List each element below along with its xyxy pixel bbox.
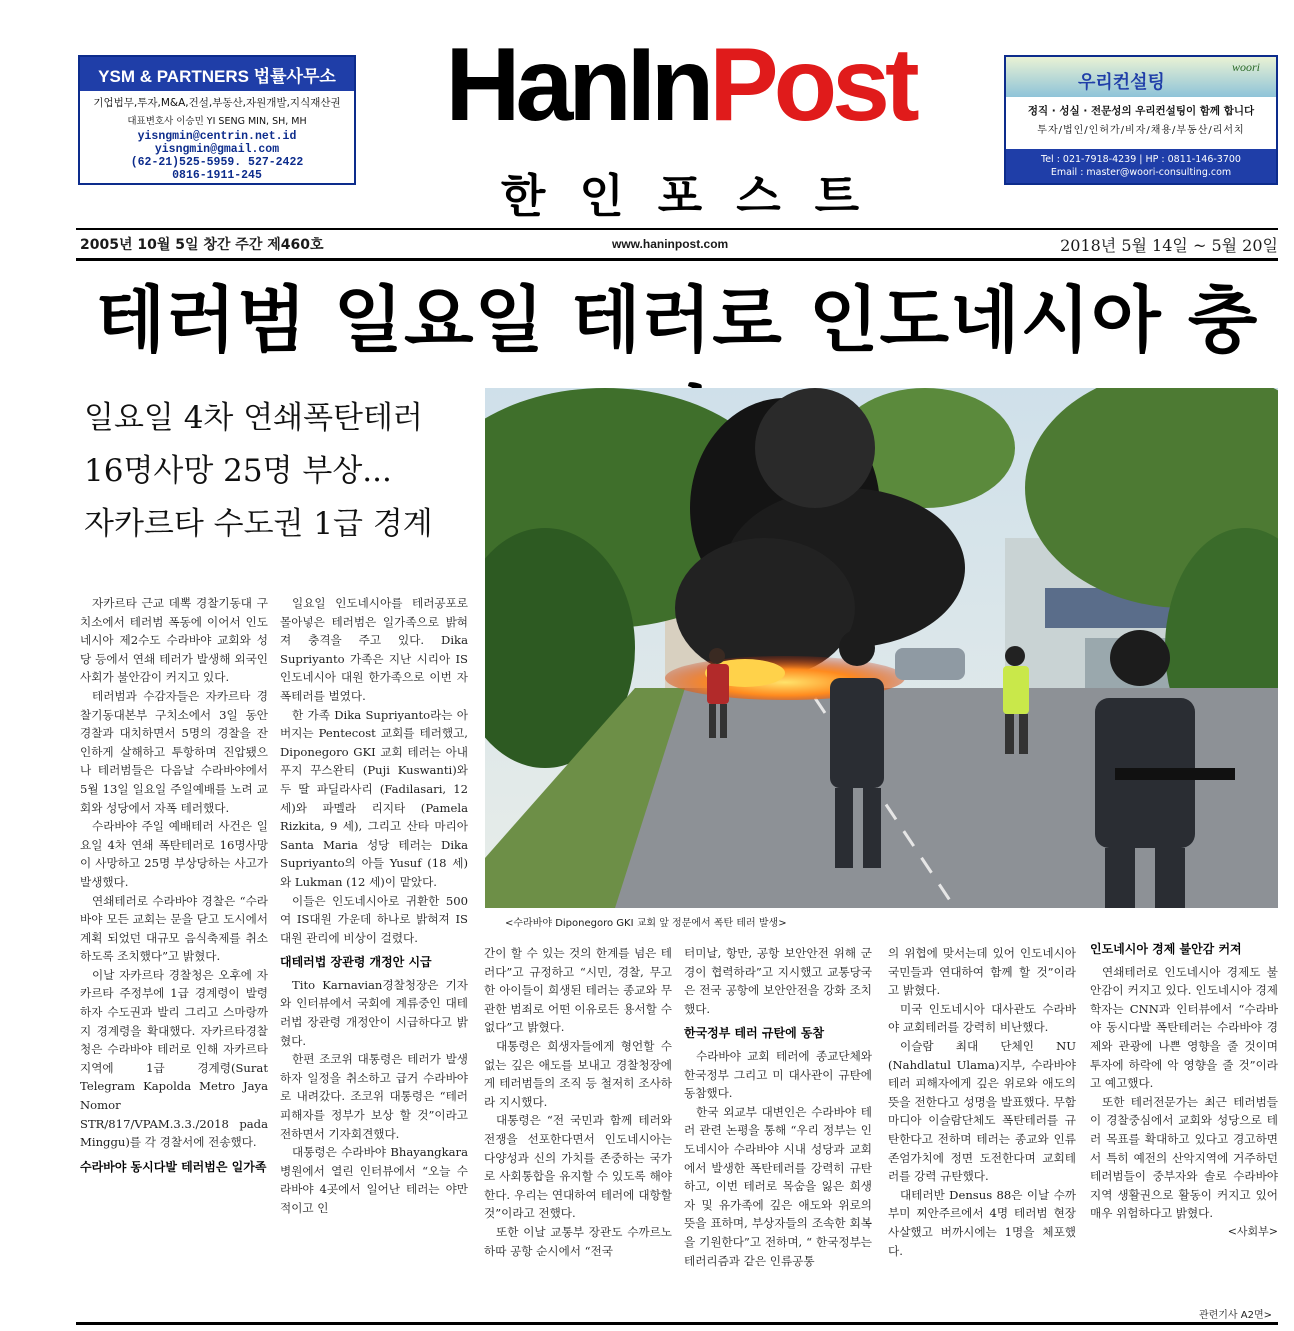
article-column-2 (280, 594, 468, 1320)
law-firm-name: YSM & PARTNERS 법률사무소 (80, 57, 354, 91)
consulting-email[interactable]: Email : master@woori-consulting.com (1050, 167, 1232, 178)
article-paragraph: 간이 할 수 있는 것의 한계를 넘은 테러다”고 규정하고 “시민, 경찰, 무고한 아이들이 희생된 테러는 종교와 무관한 범죄로 어떤 이유로든 용서할 수 없다”고 밝혔다. (484, 946, 672, 1035)
law-firm-phone-2: 0816-1911-245 (172, 169, 262, 182)
law-firm-email-1[interactable]: yisngmin@centrin.net.id (137, 130, 297, 143)
article-paragraph: 테러범과 수감자들은 자카르타 경찰기동대본부 구치소에서 3일 동안 경찰과 대치하면서 5명의 경찰을 잔인하게 살해하고 투항하며 진압됐으나 테러범들은 다음날 수라바야에서 5월 13일 일요일 주일예배를 노려 교회와 성당에서 자폭 테러했다. (80, 688, 268, 815)
law-firm-services: 기업법무,투자,M&A,건설,부동산,자원개발,지식재산권 (93, 97, 341, 109)
sub-headline-line: 일요일 4차 연쇄폭탄테러 (84, 400, 423, 436)
article-subheading: 대테러법 장관령 개정안 시급 (280, 955, 432, 970)
consulting-ad-banner (1006, 57, 1276, 97)
consulting-tel: Tel : 021-7918-4239 | HP : 0811-146-3700 (1041, 154, 1241, 165)
article-paragraph: 대통령은 희생자들에게 형언할 수 없는 깊은 애도를 보내고 경찰청장에게 테러범들의 조직 등 철저히 조사하라 지시했다. (484, 1038, 672, 1109)
page-bottom-rule (76, 1322, 1278, 1325)
photo-caption: <수라바야 Diponegoro GKI 교회 앞 정문에서 폭탄 테러 발생> (505, 918, 787, 929)
article-paragraph: 한 가족 Dika Supriyanto라는 아버지는 Pentecost 교회를 테러했고, Diponegoro GKI 교회 테러는 아내 푸지 꾸스완티 (Puji Kuswanti)와 두 딸 파딜라사리 (Fadilasari, 12 세)와 파멜라 리지타 (Pamela Rizkita, 9 세), 그리고 산타 마리아 Santa Maria 성당 테러는 Dika Supriyanto의 아들 Yusuf (18 세)와 Lukman (12 세)이 맡았다. (280, 707, 468, 889)
consulting-brand-logo: woori (1231, 60, 1260, 74)
news-photo (485, 388, 1278, 908)
sub-headline-line: 자카르타 수도권 1급 경계 (84, 506, 433, 542)
article-paragraph: 일요일 인도네시아를 테러공포로 몰아넣은 테러범은 일가족으로 밝혀져 충격을 주고 있다. Dika Supriyanto 가족은 지난 시리아 IS 인도네시아 대원 한가족으로 이번 자폭테러를 벌였다. (280, 596, 468, 703)
article-paragraph: 연쇄테러로 수라바야 경찰은 “수라바야 모든 교회는 문을 닫고 도시에서 계획 되었던 대규모 음식축제를 취소하도록 조치했다”고 밝혔다. (80, 893, 268, 964)
article-paragraph: 한국 외교부 대변인은 수라바야 테러 관련 논평을 통해 “우리 정부는 인도네시아 수라바야 시내 성당과 교회에서 발생한 폭탄테러를 강력히 규탄하고, 이번 테러로 목숨을 잃은 희생자 및 유가족에 깊은 애도와 위로의 뜻을 표하며, 부상자들의 조속한 회복을 기원한다”고 전하며, “ 한국정부는 테러리즘과 같은 인류공통 (684, 1104, 872, 1268)
law-firm-lawyer: 대표변호사 이승민 YI SENG MIN, SH, MH (127, 116, 307, 127)
law-firm-phone-1: (62-21)525-5959. 527-2422 (130, 156, 304, 169)
article-subheading: 수라바야 동시다발 테러범은 일가족 (80, 1159, 267, 1174)
article-paragraph: 수라바야 교회 테러에 종교단체와 한국정부 그리고 미 대사관이 규탄에 동참했다. (684, 1048, 872, 1101)
article-column-4 (684, 944, 872, 1320)
article-column-5 (888, 944, 1076, 1320)
law-firm-email-2[interactable]: yisngmin@gmail.com (154, 143, 280, 156)
article-paragraph: 이들은 인도네시아로 귀환한 500여 IS대원 가운데 하나로 밝혀져 IS대원 관리에 비상이 걸렸다. (280, 893, 468, 945)
article-paragraph: 또한 테러전문가는 최근 테러범들이 경찰중심에서 교회와 성당으로 테러 목표를 확대하고 있다고 경고하면서 특히 예전의 산악지역에 거주하던 테러범들이 중부자와 솔로 수라바야지역 생활권으로 활동이 커지고 있어 매우 위험하다고 밝혔다. (1090, 1094, 1278, 1221)
consulting-services: 투자/법인/인허가/비자/채용/부동산/리서치 (1037, 125, 1245, 136)
article-subheading: 한국정부 테러 규탄에 동참 (684, 1026, 825, 1041)
article-paragraph: 미국 인도네시아 대사관도 수라바야 교회테러를 강력히 비난했다. (888, 1001, 1076, 1035)
article-column-1 (80, 594, 268, 1320)
article-paragraph: 수라바야 주일 예배테러 사건은 일요일 4차 연쇄 폭탄테러로 16명사망이 사망하고 25명 부상당하는 사고가 발생했다. (80, 819, 268, 889)
issue-bar-top-rule (76, 228, 1278, 230)
article-subheading: 인도네시아 경제 불안감 커져 (1090, 942, 1242, 956)
website-link[interactable]: www.haninpost.com (612, 237, 729, 251)
consulting-ad[interactable] (1004, 55, 1278, 185)
article-paragraph: 한편 조코위 대통령은 테러가 발생하자 일정을 취소하고 급거 수라바야로 내려갔다. 조코위 대통령은 “테러피해자를 정부가 보상 할 것”이라고 전하면서 기자회견했다. (280, 1052, 468, 1141)
article-paragraph: 대테러반 Densus 88은 이날 수까부미 찌안주르에서 4명 테러범 현장 사살했고 버까시에는 1명을 체포했다. (888, 1187, 1076, 1258)
logo-part-2: Post (709, 27, 915, 143)
masthead-korean-name: 한인포스트 (500, 169, 894, 223)
article-column-3 (484, 944, 672, 1320)
article-paragraph: Tito Karnavian경찰청장은 기자와 인터뷰에서 국회에 계류중인 대테러법 장관령 개정안이 시급하다고 밝혔다. (280, 977, 468, 1048)
article-paragraph: 이슬람 최대 단체인 NU (Nahdlatul Ulama)지부, 수라바야 테러 피해자에게 깊은 위로와 애도의 뜻을 전한다고 성명을 발표했다. 무함마디아 이슬람단체도 폭탄테러를 규탄한다고 전하며 테러는 종교와 인류존엄가치에 정면 도전한다며 교회테러를 강력 규탄했다. (888, 1038, 1076, 1184)
consulting-brand: 우리컨설팅 (1078, 72, 1165, 93)
article-paragraph: 연쇄테러로 인도네시아 경제도 불안감이 커지고 있다. 인도네시아 경제학자는 CNN과 인터뷰에서 “수라바야 동시다발 폭탄테러는 수라바야 경제와 관광에 나쁜 영향을 줄 것이며 투자에 하락에 악 영향을 줄 것”이라고 예고했다. (1090, 964, 1278, 1091)
masthead-logo[interactable] (412, 28, 948, 142)
sub-headline-line: 16명사망 25명 부상... (84, 453, 392, 489)
issue-bar-bottom-rule (76, 258, 1278, 261)
consulting-slogan: 정직 · 성실 · 전문성의 우리컨설팅이 함께 합니다 (1027, 105, 1255, 117)
bombing-scene-illustration (485, 388, 1278, 908)
article-paragraph: 의 위협에 맞서는데 있어 인도네시아 국민들과 연대하여 함께 할 것”이라고 밝혔다. (888, 946, 1076, 998)
issue-dates: 2018년 5월 14일 ~ 5월 20일 (1060, 236, 1278, 255)
law-firm-contact (80, 130, 354, 182)
article-paragraph: 또한 이날 교통부 장관도 수까르노하따 공항 순시에서 “전국 (484, 1224, 672, 1258)
law-firm-ad[interactable] (78, 55, 356, 185)
logo-part-1: HanIn (445, 27, 710, 143)
article-paragraph: 대통령은 “전 국민과 함께 테러와 전쟁을 선포한다면서 인도네시아는 다양성과 신의 가치를 존중하는 국가로 사회통합을 유지할 수 있도록 해야 한다. 우리는 연대하여 테러에 대항할 것”이라고 전했다. (484, 1113, 672, 1221)
article-paragraph: 이날 자카르타 경찰청은 오후에 자카르타 주정부에 1급 경계령이 발령하자 수도권과 발리 그리고 스마랑까지 경계령을 확대했다. 자카르타경찰청은 수라바야 테러로 인해 자카르타 지역에 1급 경계령(Surat Telegram Kapolda Metro Jaya Nomor STR/817/VPAM.3.3./2018 pada Minggu)를 각 경찰서에 전송했다. (80, 967, 268, 1150)
article-credit: <사회부> (1227, 1224, 1278, 1238)
article-paragraph: 터미날, 항만, 공항 보안안전 위해 군경이 협력하라”고 지시했고 교통당국은 전국 공항에 보안안전을 강화 조치했다. (684, 946, 872, 1016)
article-column-6 (1090, 940, 1278, 1304)
consulting-contact (1006, 149, 1276, 183)
sub-headline (84, 392, 474, 551)
article-paragraph: 대통령은 수라바야 Bhayangkara 병원에서 열린 인터뷰에서 “오늘 수라바야 4곳에서 일어난 테러는 야만적이고 인 (280, 1145, 468, 1215)
related-article-link[interactable]: 관련기사 A2면> (1198, 1310, 1272, 1321)
issue-info: 2005년 10월 5일 창간 주간 제460호 (80, 237, 324, 253)
article-paragraph: 자카르타 근교 데뽁 경찰기동대 구치소에서 테러범 폭동에 이어서 인도네시아 제2수도 수라바야 교회와 성당 등에서 연쇄 테러가 발생해 외국인 사회가 불안감이 커지고 있다. (80, 596, 268, 685)
main-headline: 테러범 일요일 테러로 인도네시아 충 (95, 278, 1259, 362)
